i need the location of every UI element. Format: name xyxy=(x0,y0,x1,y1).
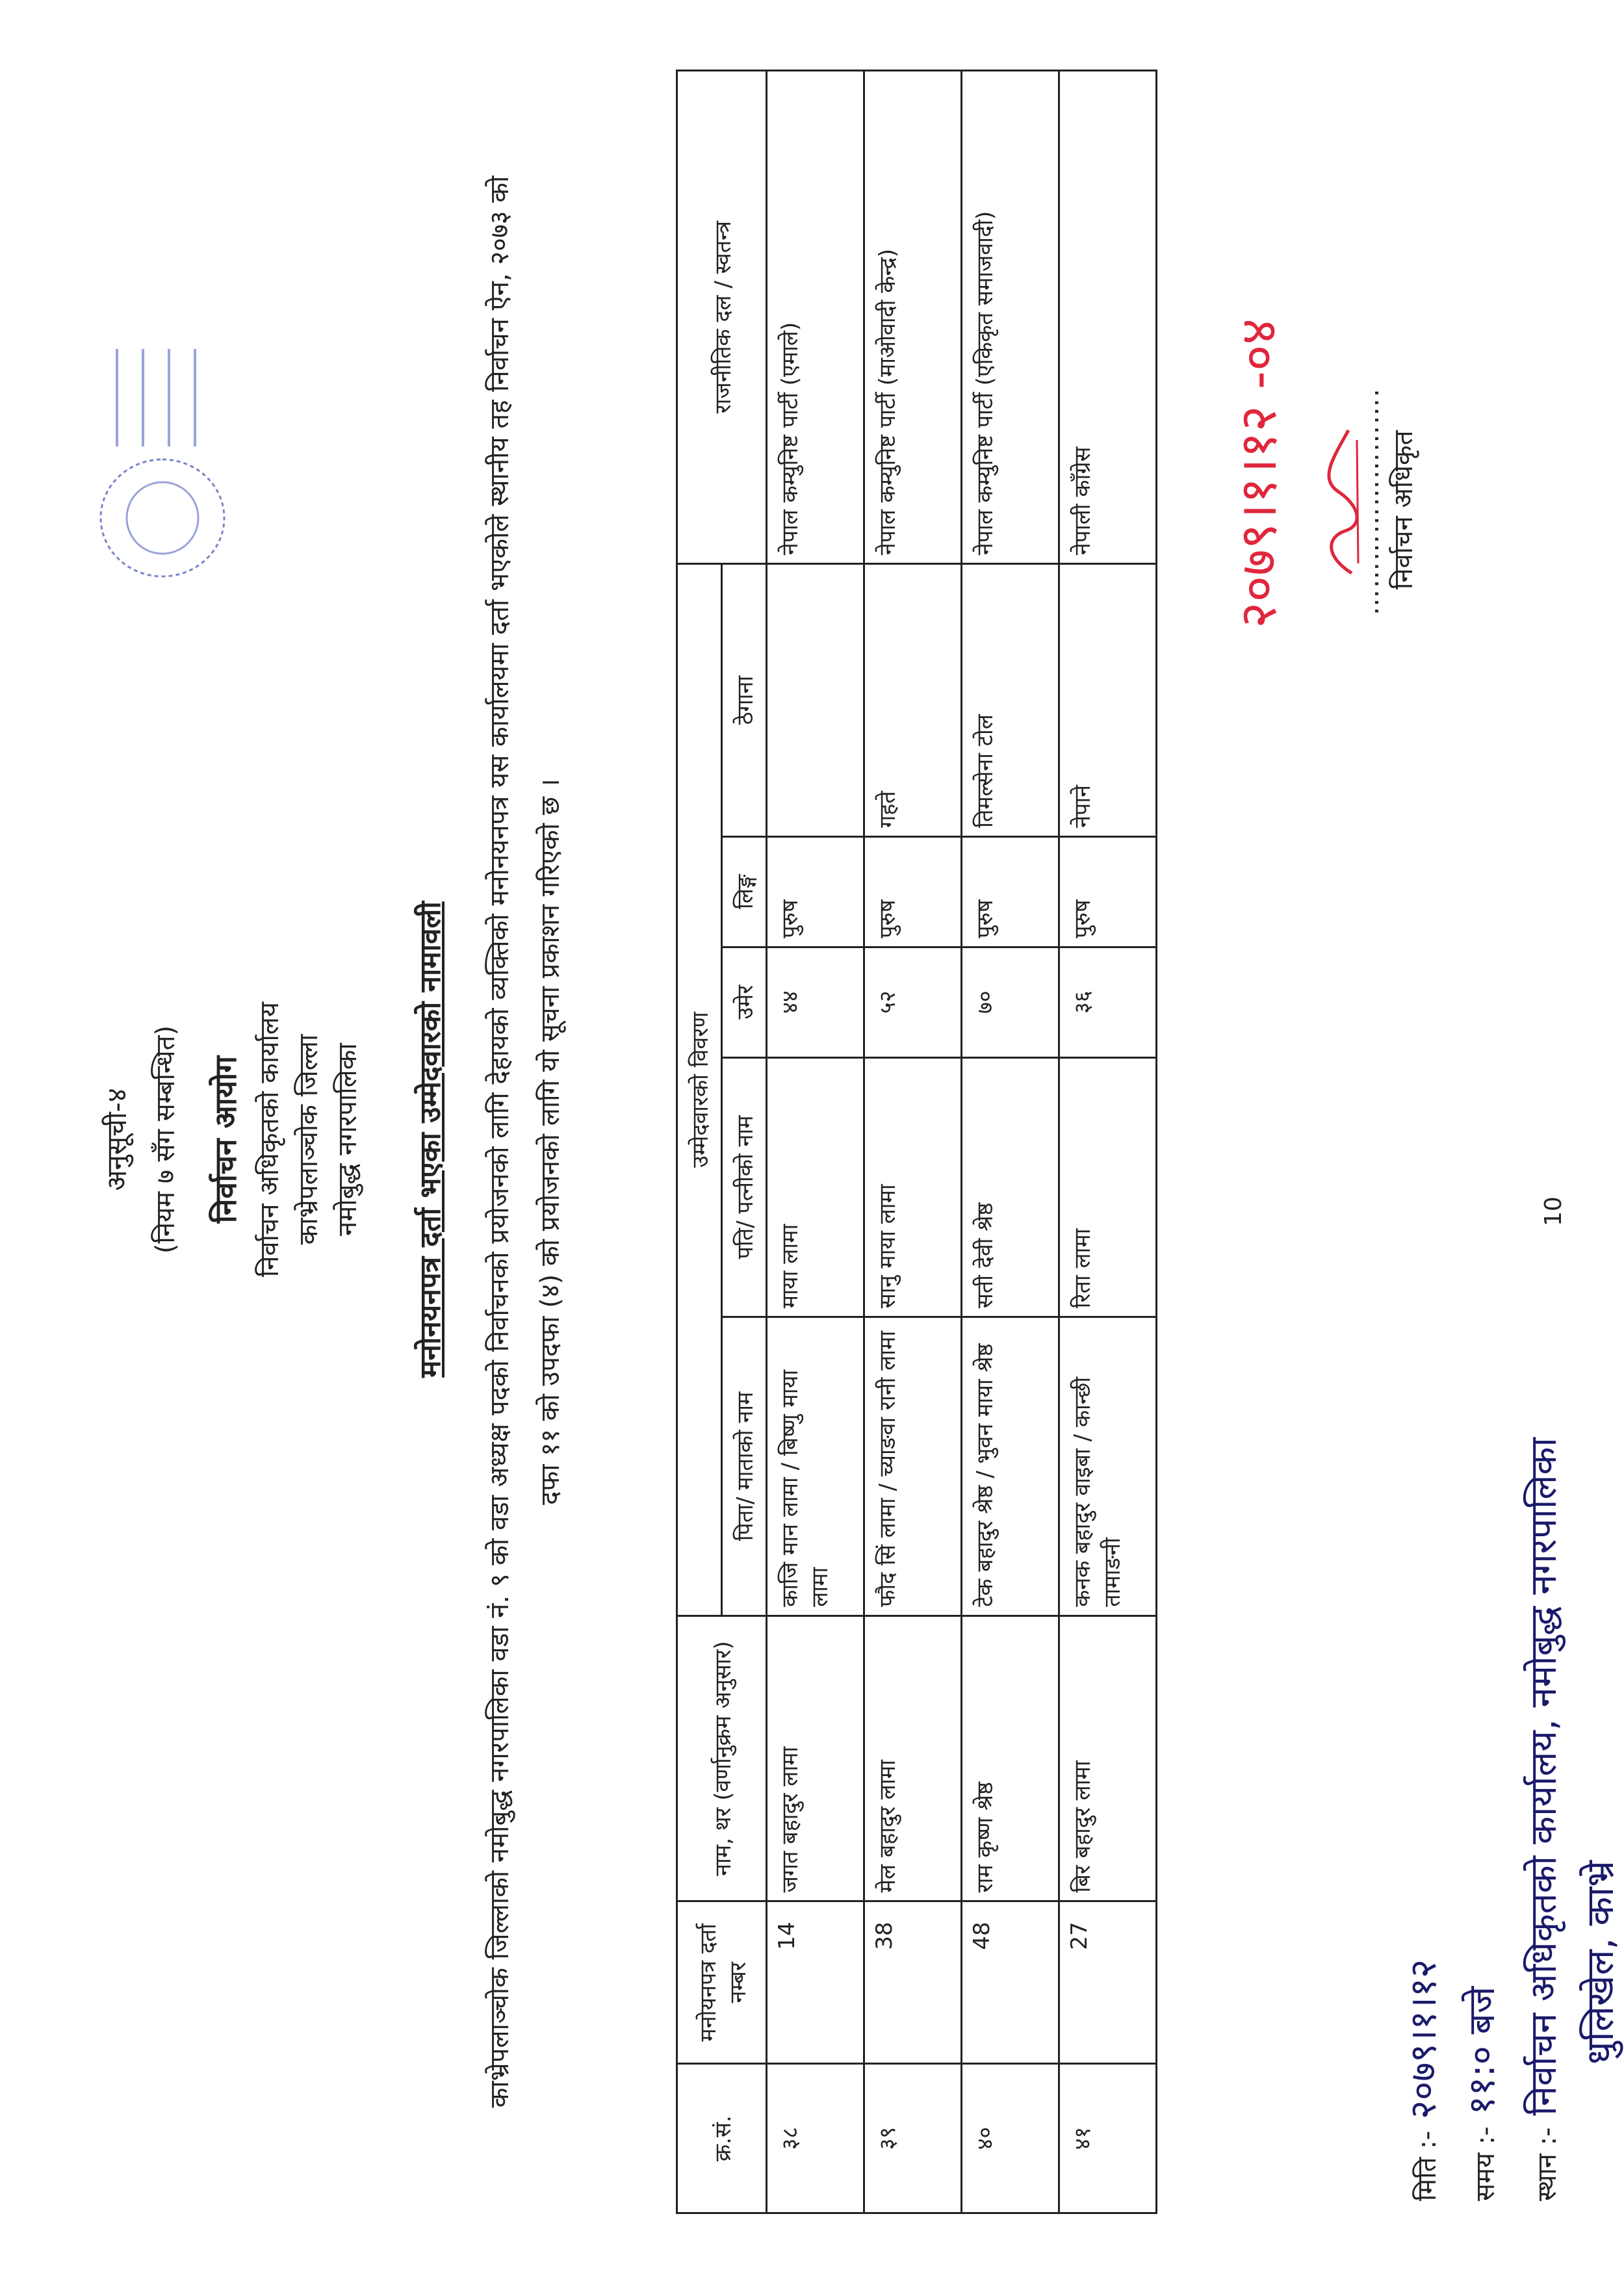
header-address: ठेगाना xyxy=(722,564,767,837)
table-row xyxy=(767,71,864,2213)
page-title: मनोनयनपत्र दर्ता भएका उम्मेदवारको नामावली xyxy=(414,901,447,1378)
row-address: गहते xyxy=(864,564,962,837)
time-value: ११:० बजे xyxy=(1461,1986,1503,2115)
row-parents: टेक बहादुर श्रेष्ठ / भुवन माया श्रेष्ठ xyxy=(962,1317,1059,1616)
row-spouse: सानु माया लामा xyxy=(864,1057,962,1317)
header-reg-no: मनोयनपत्र दर्ता नम्बर xyxy=(677,1901,767,2064)
row-gender: पुरुष xyxy=(767,836,864,947)
candidate-table xyxy=(676,70,1157,2214)
row-reg-no: 14 xyxy=(767,1901,864,2064)
row-age: ३६ xyxy=(1059,947,1157,1057)
row-address xyxy=(767,564,864,837)
row-parents: फौद सिं लामा / च्याङवा रानी लामा xyxy=(864,1317,962,1616)
commission-name: निर्वाचन आयोग xyxy=(208,1055,243,1224)
row-parents: काजि मान लामा / बिष्णु माया लामा xyxy=(767,1317,864,1616)
header-gender: लिङ्ग xyxy=(722,836,767,947)
row-spouse: रिता लामा xyxy=(1059,1057,1157,1317)
notice-paragraph: काभ्रेपलाञ्चोक जिल्लाको नमोबुद्ध नगरपालिका वडा नं. ९ को वडा अध्यक्ष पदको निर्वाचनको प्रयोजनको लागि देहायको व्यक्तिको मनोनयनपत्र यस कार्यालयमा दर्ता भएकोले स्थानीय तह निर्वाचन ऐन, २०७३ को दफा ११ को उपदफा (४) को प्रयोजनको लागि यो सूचना प्रकाशन गरिएको छ । xyxy=(485,175,565,2108)
time-label: समय :- xyxy=(1471,2126,1501,2201)
header-spouse: पति/ पत्नीको नाम xyxy=(722,1057,767,1317)
row-party: नेपाली काँग्रेस xyxy=(1059,71,1157,564)
row-sn: ४० xyxy=(962,2064,1059,2213)
row-age: ४४ xyxy=(767,947,864,1057)
header-details: उम्मेदवारको विवरण xyxy=(677,564,722,1616)
row-name: बिर बहादुर लामा xyxy=(1059,1616,1157,1901)
row-party: नेपाल कम्युनिष्ट पार्टी (एमाले) xyxy=(767,71,864,564)
row-spouse: माया लामा xyxy=(767,1057,864,1317)
row-name: जगत बहादुर लामा xyxy=(767,1616,864,1901)
table-row xyxy=(1059,71,1157,2213)
date-value: २०७९।१।१२ xyxy=(1402,1959,1445,2120)
place-line xyxy=(1517,1437,1567,2201)
row-address: नेपाने xyxy=(1059,564,1157,837)
row-age: ५२ xyxy=(864,947,962,1057)
place-label: स्थान :- xyxy=(1532,2127,1562,2201)
row-gender: पुरुष xyxy=(1059,836,1157,947)
date-label: मिति :- xyxy=(1412,2130,1442,2201)
row-reg-no: 48 xyxy=(962,1901,1059,2064)
schedule-label: अनुसूची-४ xyxy=(101,1088,133,1191)
place-value-continued: धुलिखेल, काभ्रे xyxy=(1578,1861,1622,2065)
row-sn: ३९ xyxy=(864,2064,962,2213)
row-gender: पुरुष xyxy=(962,836,1059,947)
header-name: नाम, थर (वर्णानुक्रम अनुसार) xyxy=(677,1616,767,1901)
row-party: नेपाल कम्युनिष्ट पार्टी (एकिकृत समाजवादी) xyxy=(962,71,1059,564)
office-seal-stamp xyxy=(84,342,240,589)
red-date-annotation: २०७९।१।१२ -०४ xyxy=(1230,318,1288,628)
row-sn: ४१ xyxy=(1059,2064,1157,2213)
office-name: निर्वाचन अधिकृतको कार्यालय xyxy=(255,1001,285,1278)
row-address: तिमल्सेना टोल xyxy=(962,564,1059,837)
row-reg-no: 38 xyxy=(864,1901,962,2064)
municipality-name: नमोबुद्ध नगरपालिका xyxy=(333,1043,363,1236)
row-spouse: सती देवी श्रेष्ठ xyxy=(962,1057,1059,1317)
date-line xyxy=(1397,1959,1447,2201)
header-party: राजनीतिक दल / स्वतन्त्र xyxy=(677,71,767,564)
row-gender: पुरुष xyxy=(864,836,962,947)
header-parents: पिता/ माताको नाम xyxy=(722,1317,767,1616)
table-row xyxy=(962,71,1059,2213)
header-sn: क्र.सं. xyxy=(677,2064,767,2213)
time-line xyxy=(1456,1987,1505,2201)
officer-title: निर्वाचन अधिकृत xyxy=(1389,430,1419,589)
rule-reference: (नियम ७ सँग सम्बन्धित) xyxy=(151,1025,181,1254)
row-party: नेपाल कम्युनिष्ट पार्टी (माओवादी केन्द्र) xyxy=(864,71,962,564)
signature-line: ……………………. xyxy=(1355,387,1385,615)
district-name: काभ्रेपलाञ्चोक जिल्ला xyxy=(294,1034,324,1245)
row-name: मेल बहादुर लामा xyxy=(864,1616,962,1901)
row-parents: कनक बहादुर वाइबा / कान्छी तामाङनी xyxy=(1059,1317,1157,1616)
row-name: राम कृष्ण श्रेष्ठ xyxy=(962,1616,1059,1901)
row-reg-no: 27 xyxy=(1059,1901,1157,2064)
row-sn: ३८ xyxy=(767,2064,864,2213)
header-age: उमेर xyxy=(722,947,767,1057)
place-value: निर्वाचन अधिकृतको कार्यालय, नमोबुद्ध नगरपालिका xyxy=(1523,1437,1565,2116)
row-age: ७० xyxy=(962,947,1059,1057)
table-row xyxy=(864,71,962,2213)
page-number: 10 xyxy=(1540,1196,1567,1226)
